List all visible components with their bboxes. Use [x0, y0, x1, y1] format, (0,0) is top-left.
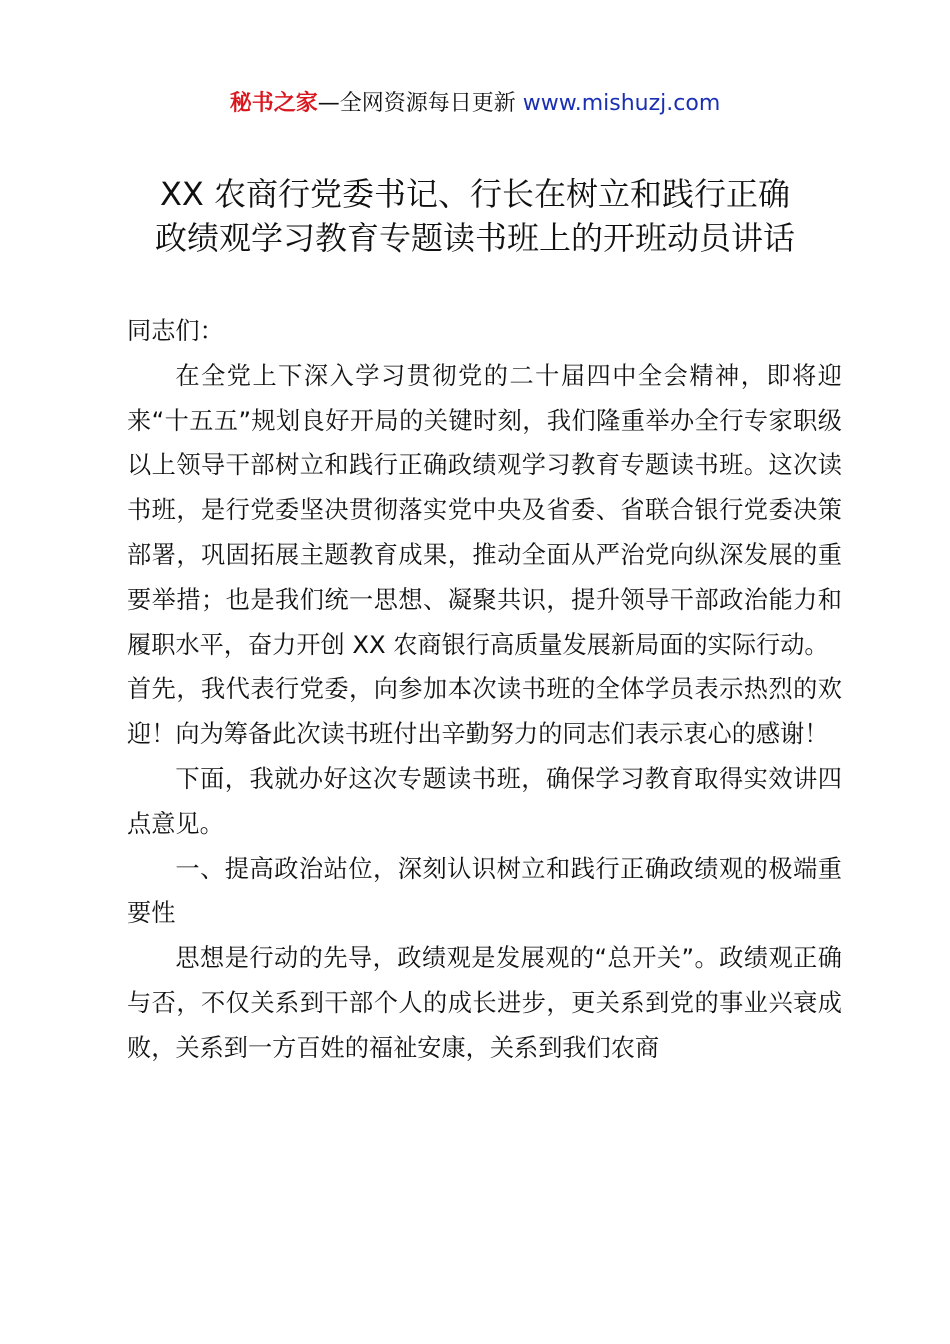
paragraph-transition: 下面，我就办好这次专题读书班，确保学习教育取得实效讲四点意见。	[127, 764, 842, 838]
section-heading-1: 一、提高政治站位，深刻认识树立和践行正确政绩观的极端重要性	[127, 854, 842, 928]
document-body	[127, 309, 842, 1071]
salutation: 同志们：	[127, 317, 224, 345]
site-header	[0, 88, 950, 120]
paragraph-welcome: 首先，我代表行党委，向参加本次读书班的全体学员表示热烈的欢迎！向为筹备此次读书班付出辛勤努力的同志们表示衷心的感谢！	[127, 675, 842, 749]
title-line-2: 政绩观学习教育专题读书班上的开班动员讲话	[154, 219, 795, 257]
title-line-1: XX 农商行党委书记、行长在树立和践行正确	[159, 175, 791, 213]
site-tagline: —全网资源每日更新	[317, 91, 516, 116]
paragraph-section-1: 思想是行动的先导，政绩观是发展观的“总开关”。政绩观正确与否，不仅关系到干部个人的成长进步，更关系到党的事业兴衰成败，关系到一方百姓的福祉安康，关系到我们农商	[127, 944, 842, 1062]
document-title	[100, 172, 850, 260]
site-name: 秘书之家	[229, 91, 318, 116]
paragraph-intro: 在全党上下深入学习贯彻党的二十届四中全会精神，即将迎来“十五五”规划良好开局的关键时刻，我们隆重举办全行专家职级以上领导干部树立和践行正确政绩观学习教育专题读书班。这次读书班，是行党委坚决贯彻落实党中央及省委、省联合银行党委决策部署，巩固拓展主题教育成果，推动全面从严治党向纵深发展的重要举措；也是我们统一思想、凝聚共识，提升领导干部政治能力和履职水平，奋力开创 XX 农商银行高质量发展新局面的实际行动。	[127, 361, 842, 659]
site-url-link[interactable]: www.mishuzj.com	[522, 91, 721, 116]
